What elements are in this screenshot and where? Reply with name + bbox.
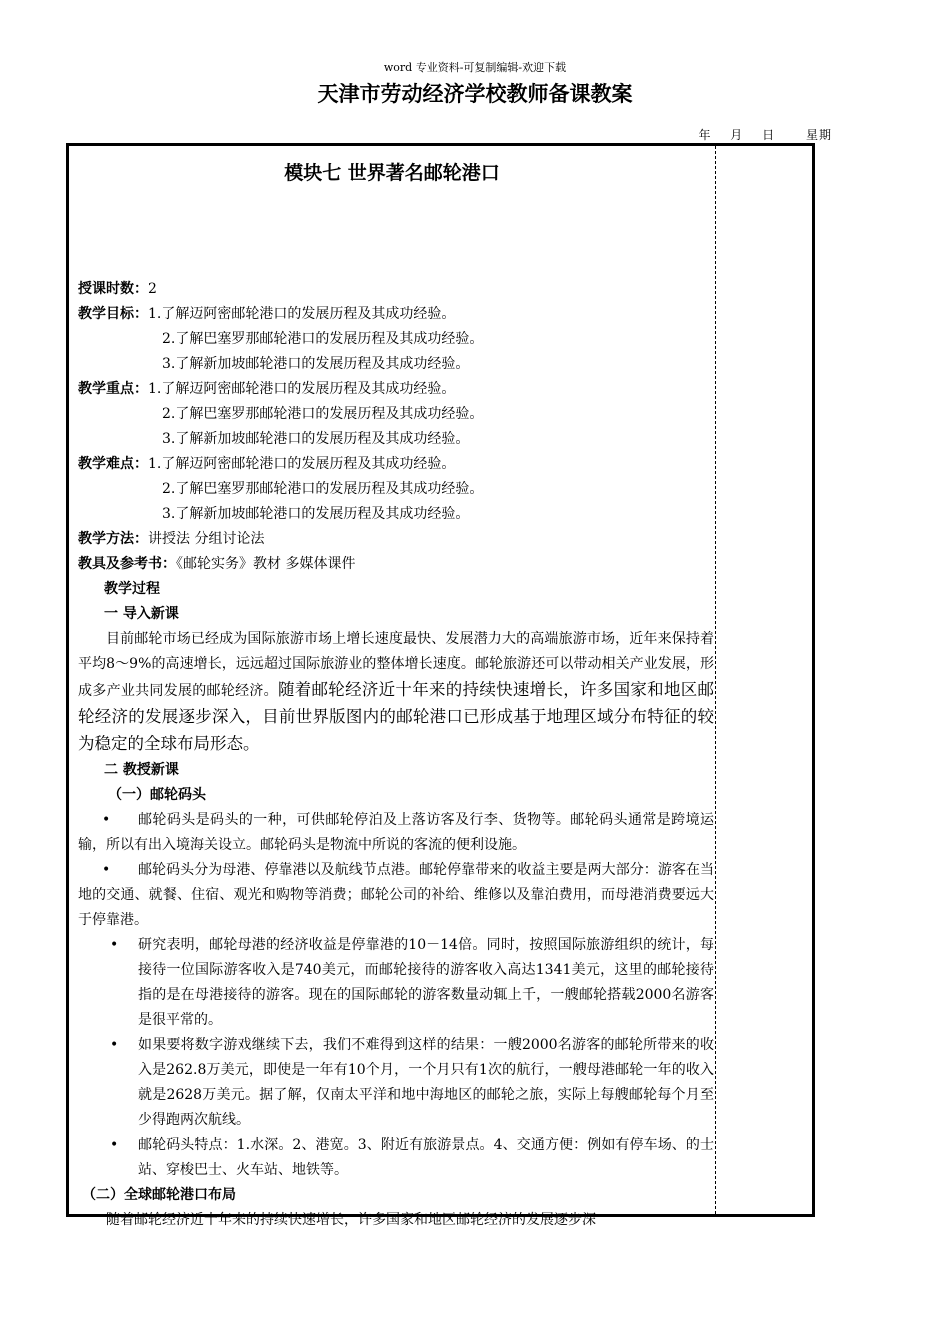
key-points-row: [78, 377, 714, 402]
bullet-dot: •: [110, 937, 119, 953]
intro-text-a: 目前邮轮市场已经成为国际旅游市场上增长速度最快、发展潜力大的高端旅游市场，近年来保持着平均8～9%的高速增长，远远超过国际旅游业的整体增长速度。邮轮旅游还可以带动相关产业发展，形成多产业共同发展的邮轮经济。: [78, 631, 714, 699]
materials-value: 《邮轮实务》教材 多媒体课件: [176, 556, 356, 572]
bullet-text: 如果要将数字游戏继续下去，我们不难得到这样的结果：一艘2000名游客的邮轮所带来的收入是262.8万美元，即使是一年有10个月，一个月只有1次的航行，一艘母港邮轮一年的收入就是2628万美元。据了解，仅南太平洋和地中海地区的邮轮之旅，实际上每艘邮轮每个月至少得跑两次航线。: [138, 1037, 714, 1128]
key-point-item: 1.了解迈阿密邮轮港口的发展历程及其成功经验。: [148, 381, 456, 397]
date-weekday: 星期: [805, 128, 832, 142]
list-item: [78, 858, 714, 933]
goal-item: 2.了解巴塞罗那邮轮港口的发展历程及其成功经验。: [162, 331, 484, 347]
methods-row: [78, 527, 714, 552]
intro-text-b: 随着邮轮经济近十年来的持续快速增长，许多国家和地区邮轮经济的发展逐步深入，目前世界版图内的邮轮港口已形成基于地理区域分布特征的较为稳定的全球布局形态。: [78, 680, 715, 753]
final-paragraph: 随着邮轮经济近十年来的持续快速增长，许多国家和地区邮轮经济的发展逐步深: [106, 1212, 596, 1228]
bullet-dot: •: [102, 812, 111, 828]
sub1-heading: （一）邮轮码头: [108, 787, 206, 803]
key-point-item: 2.了解巴塞罗那邮轮港口的发展历程及其成功经验。: [162, 406, 484, 422]
bullet-dot: •: [110, 1037, 119, 1053]
watermark-header: word 专业资料-可复制编辑-欢迎下载: [383, 61, 567, 74]
list-item: [78, 1033, 714, 1133]
module-title: 模块七 世界著名邮轮港口: [284, 162, 500, 184]
difficulties-label: 教学难点：: [78, 456, 148, 472]
goals-row: [78, 302, 714, 327]
lesson-content: [78, 277, 714, 1233]
goal-item: 3.了解新加坡邮轮港口的发展历程及其成功经验。: [162, 356, 470, 372]
bullet-dot: •: [110, 1137, 119, 1153]
lesson-plan-frame: [66, 143, 815, 1228]
hours-value: 2: [148, 281, 157, 297]
school-title: 天津市劳动经济学校教师备课教案: [317, 82, 633, 106]
goal-item: 1.了解迈阿密邮轮港口的发展历程及其成功经验。: [148, 306, 456, 322]
key-point-item: 3.了解新加坡邮轮港口的发展历程及其成功经验。: [162, 431, 470, 447]
bullet-text: 邮轮码头是码头的一种，可供邮轮停泊及上落访客及行李、货物等。邮轮码头通常是跨境运输，所以有出入境海关设立。邮轮码头是物流中所说的客流的便利设施。: [78, 812, 714, 853]
date-line: [684, 126, 832, 143]
difficulty-item: 2.了解巴塞罗那邮轮港口的发展历程及其成功经验。: [162, 481, 484, 497]
section2-heading: 二 教授新课: [104, 762, 179, 778]
difficulty-item: 3.了解新加坡邮轮港口的发展历程及其成功经验。: [162, 506, 470, 522]
sub2-heading: （二）全球邮轮港口布局: [82, 1187, 236, 1203]
intro-paragraph: [78, 627, 714, 758]
list-item: [78, 808, 714, 858]
materials-label: 教具及参考书：: [78, 556, 176, 572]
difficulties-row: [78, 452, 714, 477]
difficulty-item: 1.了解迈阿密邮轮港口的发展历程及其成功经验。: [148, 456, 456, 472]
bullet-dot: •: [102, 862, 111, 878]
bullet-text: 邮轮码头分为母港、停靠港以及航线节点港。邮轮停靠带来的收益主要是两大部分：游客在当地的交通、就餐、住宿、观光和购物等消费；邮轮公司的补给、维修以及靠泊费用，而母港消费要远大于停靠港。: [78, 862, 714, 928]
process-heading: 教学过程: [104, 581, 160, 597]
key-points-label: 教学重点：: [78, 381, 148, 397]
hours-row: [78, 277, 714, 302]
date-month: 月: [730, 128, 744, 142]
goals-label: 教学目标：: [78, 306, 148, 322]
bullet-text: 研究表明，邮轮母港的经济收益是停靠港的10－14倍。同时，按照国际旅游组织的统计，每接待一位国际游客收入是740美元，而邮轮接待的游客收入高达1341美元，这里的邮轮接待指的是在母港接待的游客。现在的国际邮轮的游客数量动辄上千，一艘邮轮搭载2000名游客是很平常的。: [138, 937, 714, 1028]
section1-heading: 一 导入新课: [104, 606, 179, 622]
list-item: [78, 933, 714, 1033]
bullet-text: 邮轮码头特点：1.水深。2、港宽。3、附近有旅游景点。4、交通方便：例如有停车场、的士站、穿梭巴士、火车站、地铁等。: [138, 1137, 714, 1178]
materials-row: [78, 552, 714, 577]
date-year: 年: [698, 128, 712, 142]
notes-column-divider: [715, 146, 716, 1214]
methods-value: 讲授法 分组讨论法: [148, 531, 265, 547]
hours-label: 授课时数：: [78, 281, 148, 297]
list-item: [78, 1133, 714, 1183]
methods-label: 教学方法：: [78, 531, 148, 547]
date-day: 日: [762, 128, 776, 142]
